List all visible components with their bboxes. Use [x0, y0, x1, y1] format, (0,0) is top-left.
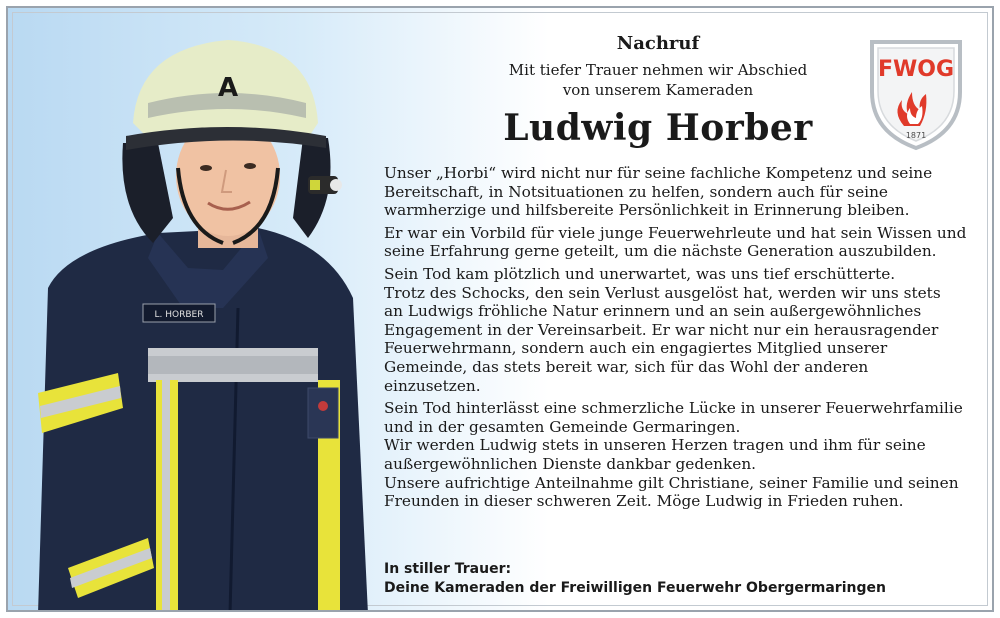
body-line: Sein Tod hinterlässt eine schmerzliche Lücke in unserer Feuerwehrfamilie [384, 399, 963, 418]
signature-line-2: Deine Kameraden der Freiwilligen Feuerwehr Obergermaringen [384, 580, 886, 596]
body-line: Er war ein Vorbild für viele junge Feuerwehrleute und hat sein Wissen und [384, 223, 967, 242]
body-line: einzusetzen. [384, 376, 481, 395]
body-line: Bereitschaft, in Notsituationen zu helfen, sondern auch für seine [384, 182, 888, 201]
body-line: Unser „Horbi“ wird nicht nur für seine fachliche Kompetenz und seine [384, 164, 933, 182]
emblem-letters: FWOG [877, 57, 955, 82]
body-line: Unsere aufrichtige Anteilnahme gilt Christiane, seiner Familie und seinen [384, 473, 959, 492]
firefighter-photo [8, 8, 388, 612]
obituary-header [448, 32, 868, 150]
emblem-year: 1871 [905, 131, 927, 140]
name-tag-text: L. HORBER [154, 310, 204, 320]
helmet-letter: A [217, 73, 239, 103]
body-line: seine Erfahrung gerne geteilt, um die nächste Generation auszubilden. [384, 242, 937, 261]
paragraph-4 [384, 399, 990, 511]
body-line: und in der gesamten Gemeinde Germaringen. [384, 417, 741, 436]
body-line: außergewöhnlichen Dienste dankbar gedenken. [384, 454, 757, 473]
body-line: Gemeinde, das stets bereit war, sich für das Wohl der anderen [384, 357, 869, 376]
body-line: Sein Tod kam plötzlich und unerwartet, was uns tief erschütterte. [384, 264, 896, 283]
intro-line-1: Mit tiefer Trauer nehmen wir Abschied [508, 61, 808, 79]
deceased-name: Ludwig Horber [503, 107, 813, 149]
obituary-card [6, 6, 994, 612]
signature-block [384, 560, 990, 598]
paragraph-3 [384, 265, 990, 395]
signature-line-1: In stiller Trauer: [384, 561, 512, 577]
paragraph-1 [384, 164, 990, 220]
paragraph-2 [384, 224, 990, 261]
body-line: warmherzige und hilfsbereite Persönlichkeit in Erinnerung bleiben. [384, 201, 910, 220]
fire-brigade-emblem [864, 34, 968, 152]
body-line: an Ludwigs fröhliche Natur erinnern und an sein außergewöhnliches [384, 302, 922, 321]
intro-line-2: von unserem Kameraden [562, 81, 754, 99]
body-line: Trotz des Schocks, den sein Verlust ausgelöst hat, werden wir uns stets [384, 283, 941, 302]
body-line: Feuerwehrmann, sondern auch ein engagiertes Mitglied unserer [384, 339, 888, 358]
obituary-body [384, 164, 990, 515]
body-line: Wir werden Ludwig stets in unseren Herzen tragen und ihm für seine [384, 436, 926, 455]
body-line: Freunden in dieser schweren Zeit. Möge Ludwig in Frieden ruhen. [384, 492, 904, 511]
body-line: Engagement in der Vereinsarbeit. Er war nicht nur ein herausragender [384, 320, 939, 339]
heading-nachruf: Nachruf [616, 33, 700, 54]
